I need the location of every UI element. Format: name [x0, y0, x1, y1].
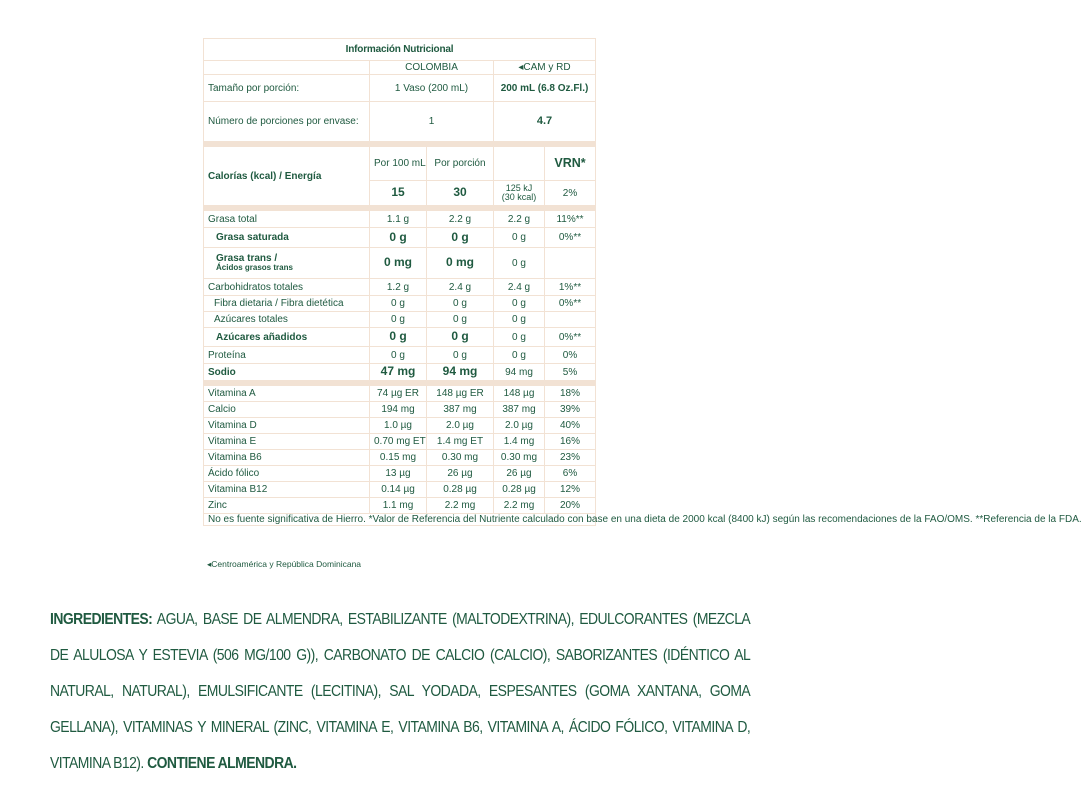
- nutrient-vrn: 0%**: [545, 328, 596, 347]
- nutrient-vrn: [545, 248, 596, 279]
- vitamin-vcam: 26 µg: [494, 466, 545, 482]
- nutrient-row: [204, 279, 596, 296]
- nutrient-row: [204, 296, 596, 312]
- vitamin-vcam: 0.30 mg: [494, 450, 545, 466]
- vitamin-vcam: 387 mg: [494, 402, 545, 418]
- serving-size-label: Tamaño por porción:: [204, 75, 370, 102]
- calories-cam: 125 kJ (30 kcal): [494, 181, 545, 206]
- ingredients-list: AGUA, BASE DE ALMENDRA, ESTABILIZANTE (MALTODEXTRINA), EDULCORANTES (MEZCLA DE ALULOSA Y ESTEVIA (506 MG/100 G)), CARBONATO DE CALCIO (CALCIO), SABORIZANTES (IDÉNTICO AL NATURAL, NATURAL), EMULSIFICANTE (LECITINA), SAL YODADA, ESPESANTES (GOMA XANTANA, GOMA GELLANA), VITAMINAS Y MINERAL (ZINC, VITAMINA E, VITAMINA B6, VITAMINA A, ÁCIDO FÓLICO, VITAMINA D, VITAMINA B12).: [50, 611, 751, 772]
- vitamin-vcam: 2.2 mg: [494, 498, 545, 514]
- servings-value: 1: [370, 102, 494, 142]
- per-100-header: Por 100 mL: [370, 147, 427, 181]
- vitamin-row: [204, 498, 596, 514]
- nutrient-name-text: Grasa trans /: [216, 253, 278, 265]
- vitamin-row: [204, 434, 596, 450]
- nutrient-vp: 0 g: [427, 296, 494, 312]
- vitamin-v100: 194 mg: [370, 402, 427, 418]
- vitamin-row: [204, 482, 596, 498]
- nutrient-name-text: Grasa total: [208, 213, 257, 225]
- nutrient-row: [204, 312, 596, 328]
- nutrient-v100: 47 mg: [370, 364, 427, 381]
- nutrient-name: [204, 328, 370, 347]
- nutrient-name: [204, 211, 370, 228]
- nutrient-subname: Ácidos grasos trans: [216, 263, 293, 273]
- nutrient-v100: 0 g: [370, 228, 427, 248]
- calories-vrn: 2%: [545, 181, 596, 206]
- nutrient-name: [204, 248, 370, 279]
- nutrient-vp: 0 g: [427, 328, 494, 347]
- vitamin-v100: 1.0 µg: [370, 418, 427, 434]
- vitamin-name: Vitamina D: [204, 418, 370, 434]
- nutrient-vp: 0 mg: [427, 248, 494, 279]
- nutrient-row: [204, 364, 596, 381]
- vitamin-v100: 0.15 mg: [370, 450, 427, 466]
- nutrient-vrn: [545, 312, 596, 328]
- vitamin-name: Ácido fólico: [204, 466, 370, 482]
- nutrient-vp: 2.2 g: [427, 211, 494, 228]
- nutrient-name-text: Carbohidratos totales: [208, 281, 304, 293]
- vitamin-name: Vitamina B6: [204, 450, 370, 466]
- nutrient-name: [204, 279, 370, 296]
- vitamin-name: Vitamina E: [204, 434, 370, 450]
- vitamin-vp: 2.0 µg: [427, 418, 494, 434]
- calories-label: Calorías (kcal) / Energía: [204, 147, 370, 206]
- nutrition-table: [203, 38, 1082, 526]
- calories-portion: 30: [427, 181, 494, 206]
- nutrient-row: [204, 211, 596, 228]
- column-colombia: COLOMBIA: [370, 61, 494, 75]
- vrn-header: VRN*: [545, 147, 596, 181]
- nutrient-row: [204, 328, 596, 347]
- nutrient-name: [204, 364, 370, 381]
- nutrient-vcam: 0 g: [494, 228, 545, 248]
- nutrient-vcam: 0 g: [494, 328, 545, 347]
- nutrient-name: [204, 296, 370, 312]
- nutrient-vcam: 2.2 g: [494, 211, 545, 228]
- nutrient-row: [204, 248, 596, 279]
- vitamin-vcam: 2.0 µg: [494, 418, 545, 434]
- nutrition-facts-panel: [203, 38, 1082, 572]
- vitamin-name: Calcio: [204, 402, 370, 418]
- nutrient-vp: 0 g: [427, 312, 494, 328]
- nutrient-vrn: 11%**: [545, 211, 596, 228]
- vitamin-vrn: 18%: [545, 386, 596, 402]
- vitamin-name: Vitamina A: [204, 386, 370, 402]
- nutrient-vrn: 0%: [545, 347, 596, 364]
- nutrient-vcam: 0 g: [494, 347, 545, 364]
- nutrient-vp: 2.4 g: [427, 279, 494, 296]
- nutrient-name-text: Sodio: [208, 366, 236, 378]
- vitamin-vp: 2.2 mg: [427, 498, 494, 514]
- vitamin-vrn: 16%: [545, 434, 596, 450]
- nutrient-name-text: Proteína: [208, 349, 246, 361]
- vitamin-vp: 1.4 mg ET: [427, 434, 494, 450]
- vitamin-vp: 0.30 mg: [427, 450, 494, 466]
- vitamin-vp: 387 mg: [427, 402, 494, 418]
- allergen-statement: CONTIENE ALMENDRA.: [147, 755, 297, 772]
- vitamin-v100: 0.70 mg ET: [370, 434, 427, 450]
- nutrient-vcam: 0 g: [494, 312, 545, 328]
- nutrient-v100: 0 g: [370, 312, 427, 328]
- vitamin-vrn: 12%: [545, 482, 596, 498]
- vitamin-vrn: 20%: [545, 498, 596, 514]
- vitamin-vrn: 40%: [545, 418, 596, 434]
- vitamin-row: [204, 466, 596, 482]
- nutrient-name: [204, 312, 370, 328]
- nutrient-vrn: 0%**: [545, 296, 596, 312]
- vitamin-row: [204, 386, 596, 402]
- ingredients-lead: INGREDIENTES:: [50, 611, 153, 628]
- nutrient-rows: [204, 211, 596, 381]
- nutrient-vcam: 0 g: [494, 248, 545, 279]
- vitamin-name: Vitamina B12: [204, 482, 370, 498]
- nutrient-name-text: Azúcares totales: [214, 314, 288, 325]
- nutrient-v100: 0 g: [370, 347, 427, 364]
- vitamin-vp: 26 µg: [427, 466, 494, 482]
- vitamin-v100: 0.14 µg: [370, 482, 427, 498]
- nutrient-name: [204, 347, 370, 364]
- nutrient-vp: 94 mg: [427, 364, 494, 381]
- serving-size-value: 1 Vaso (200 mL): [370, 75, 494, 102]
- per-portion-header: Por porción: [427, 147, 494, 181]
- nutrition-title: Información Nutricional: [204, 39, 596, 61]
- nutrient-vrn: 0%**: [545, 228, 596, 248]
- column-cam-rd: ◂CAM y RD: [494, 61, 596, 75]
- nutrient-vrn: 5%: [545, 364, 596, 381]
- nutrient-vcam: 2.4 g: [494, 279, 545, 296]
- vitamin-v100: 1.1 mg: [370, 498, 427, 514]
- vitamin-vrn: 39%: [545, 402, 596, 418]
- vitamin-row: [204, 450, 596, 466]
- nutrient-vrn: 1%**: [545, 279, 596, 296]
- vitamin-v100: 13 µg: [370, 466, 427, 482]
- vitamin-row: [204, 402, 596, 418]
- vitamin-name: Zinc: [204, 498, 370, 514]
- nutrient-v100: 0 g: [370, 296, 427, 312]
- vitamin-vrn: 6%: [545, 466, 596, 482]
- nutrient-v100: 1.2 g: [370, 279, 427, 296]
- region-note: ◂Centroamérica y República Dominicana: [207, 559, 362, 569]
- nutrient-v100: 0 g: [370, 328, 427, 347]
- servings-label: Número de porciones por envase:: [204, 102, 370, 142]
- nutrient-row: [204, 347, 596, 364]
- nutrient-vcam: 0 g: [494, 296, 545, 312]
- vitamin-rows: [204, 386, 596, 514]
- vitamin-vp: 0.28 µg: [427, 482, 494, 498]
- nutrient-name-text: Azúcares añadidos: [216, 331, 308, 343]
- nutrient-name: [204, 228, 370, 248]
- nutrient-row: [204, 228, 596, 248]
- servings-cam: 4.7: [494, 102, 596, 142]
- nutrient-vcam: 94 mg: [494, 364, 545, 381]
- calories-100: 15: [370, 181, 427, 206]
- ingredients-text: [50, 602, 750, 782]
- vitamin-vp: 148 µg ER: [427, 386, 494, 402]
- nutrient-vp: 0 g: [427, 228, 494, 248]
- nutrient-v100: 0 mg: [370, 248, 427, 279]
- vitamin-vcam: 1.4 mg: [494, 434, 545, 450]
- vitamin-v100: 74 µg ER: [370, 386, 427, 402]
- nutrient-name-text: Grasa saturada: [216, 232, 289, 243]
- footnote: No es fuente significativa de Hierro. *Valor de Referencia del Nutriente calculado con base en una dieta de 2000 kcal (8400 kJ) según las recomendaciones de la FAO/OMS. **Referencia de la FDA.: [204, 514, 596, 526]
- serving-size-cam: 200 mL (6.8 Oz.Fl.): [494, 75, 596, 102]
- vitamin-vcam: 0.28 µg: [494, 482, 545, 498]
- nutrient-vp: 0 g: [427, 347, 494, 364]
- vitamin-row: [204, 418, 596, 434]
- nutrient-v100: 1.1 g: [370, 211, 427, 228]
- vitamin-vcam: 148 µg: [494, 386, 545, 402]
- nutrient-name-text: Fibra dietaria / Fibra dietética: [214, 298, 344, 309]
- vitamin-vrn: 23%: [545, 450, 596, 466]
